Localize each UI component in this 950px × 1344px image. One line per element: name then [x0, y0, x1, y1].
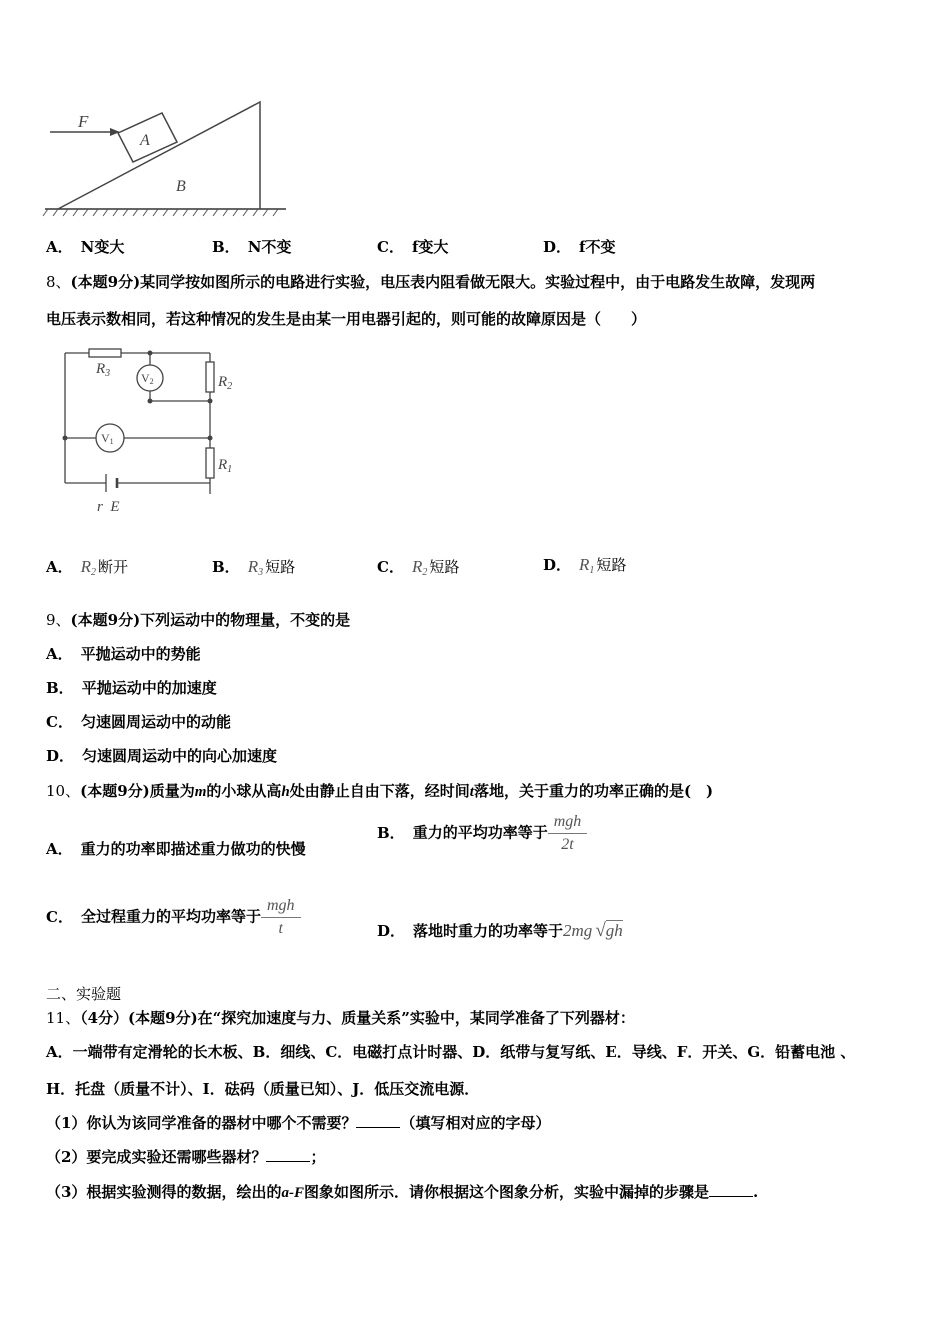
q8-option-c[interactable]: C． $R_2$ 短路 [377, 557, 460, 578]
option-text: f不变 [579, 238, 616, 256]
answer-blank-1[interactable] [356, 1113, 400, 1128]
q9-stem: 9、(本题9分)下列运动中的物理量，不变的是 [46, 611, 351, 629]
q10-option-c[interactable]: C． 全过程重力的平均功率等于 $\frac{\text{mgh}}{t}$ [46, 897, 301, 938]
q7-option-c[interactable] [377, 236, 448, 257]
q8-option-d[interactable]: D． $R_1$ 短路 [543, 555, 627, 576]
q11-sub1: （1）你认为该同学准备的器材中哪个不需要？ （填写相对应的字母） [46, 1114, 551, 1132]
q11-equipment-line1: A．一端带有定滑轮的长木板、B．细线、C．电磁打点计时器、D．纸带与复写纸、E．导线、F．开关、G．铅蓄电池 、 [46, 1043, 856, 1061]
answer-blank-2[interactable] [266, 1147, 310, 1162]
q8-text-1: (本题9分)某同学按如图所示的电路进行实验，电压表内阻看做无限大。实验过程中，由于电路发生故障，发现两 [70, 273, 816, 291]
force-label: F [78, 112, 89, 131]
option-text: N不变 [247, 238, 292, 256]
incline-figure [40, 95, 300, 220]
block-label: A [140, 132, 150, 149]
option-text: f变大 [411, 238, 449, 256]
q8-stem-line1 [46, 271, 815, 292]
q8-option-a[interactable]: A． $R_2$ 断开 [46, 557, 129, 578]
wedge-label: B [176, 178, 186, 195]
fraction-mgh-over-2t: $\frac{\text{mgh}}{2t}$ [548, 813, 588, 854]
q8-option-b[interactable]: B． $R_3$ 短路 [212, 557, 296, 578]
option-text: N变大 [80, 238, 125, 256]
resistor-r2 [206, 362, 214, 392]
option-label: A． [46, 238, 73, 256]
svg-text:V2: V2 [141, 371, 154, 386]
q10-stem: 10、(本题9分)质量为m的小球从高h处由静止自由下落，经时间t落地，关于重力的功率正确的是( ) [46, 782, 714, 800]
answer-blank-3[interactable] [709, 1182, 753, 1197]
section-title: 二、实验题 [46, 985, 122, 1003]
q11-stem: 11、（4分）(本题9分)在“探究加速度与力、质量关系”实验中，某同学准备了下列器材： [46, 1009, 635, 1027]
q9-option-a[interactable]: A． 平抛运动中的势能 [46, 645, 201, 663]
resistor-r1 [206, 448, 214, 478]
q7-option-a[interactable] [46, 236, 124, 257]
q7-option-b[interactable] [212, 236, 291, 257]
q10-option-d[interactable]: D． 落地时重力的功率等于2mg √gh [377, 920, 623, 941]
q8-number: 8、 [46, 273, 71, 291]
q9-option-b[interactable]: B． 平抛运动中的加速度 [46, 679, 217, 697]
option-label: B． [212, 238, 240, 256]
q8-stem-line2: 电压表示数相同，若这种情况的发生是由某一用电器引起的，则可能的故障原因是（ ） [46, 310, 647, 328]
q11-sub2: （2）要完成实验还需哪些器材？ ； [46, 1148, 326, 1166]
q9-option-d[interactable]: D． 匀速圆周运动中的向心加速度 [46, 747, 278, 765]
svg-text:R3: $R_3$ [96, 361, 111, 379]
option-label: C． [377, 238, 404, 256]
fraction-mgh-over-t: $\frac{\text{mgh}}{t}$ [261, 897, 301, 938]
circuit-figure [55, 340, 255, 520]
svg-text:R2: $R_2$ [218, 374, 233, 392]
q10-option-a[interactable]: A． 重力的功率即描述重力做功的快慢 [46, 840, 306, 858]
q11-equipment-line2: H．托盘（质量不计）、I．砝码（质量已知）、J．低压交流电源． [46, 1080, 480, 1098]
svg-text:r E: r E [97, 499, 120, 515]
resistor-r3 [89, 349, 121, 357]
option-label: D． [543, 238, 572, 256]
q11-sub3: （3）根据实验测得的数据，绘出的a-F图象如图所示．请你根据这个图象分析，实验中漏掉的步骤是 . [46, 1183, 759, 1201]
q10-option-b[interactable]: B． 重力的平均功率等于 $\frac{\text{mgh}}{2t}$ [377, 813, 587, 854]
q9-option-c[interactable]: C． 匀速圆周运动中的动能 [46, 713, 231, 731]
svg-text:R1: $R_1$ [218, 457, 233, 475]
sqrt-icon: √ [595, 920, 606, 941]
svg-text:V1: V1 [101, 431, 114, 446]
q7-option-d[interactable] [543, 236, 615, 257]
